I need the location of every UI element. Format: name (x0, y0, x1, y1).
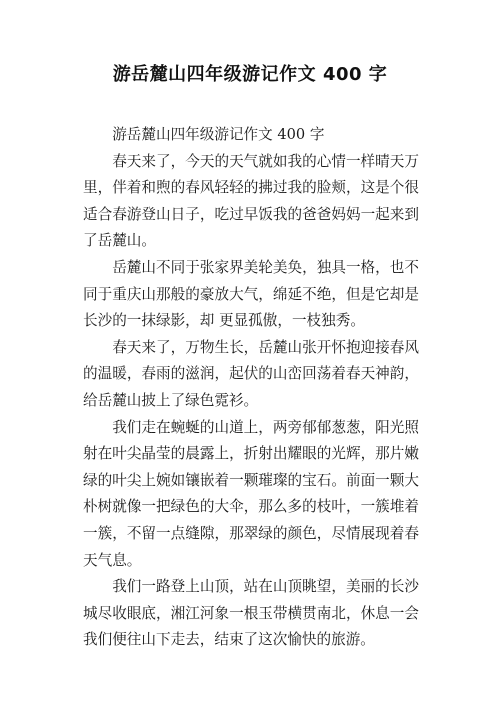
paragraph: 岳麓山不同于张家界美轮美奂，独具一格，也不同于重庆山那般的豪放大气，绵延不绝，但是它却是长沙的一抹绿影，却 更显孤傲，一枝独秀。 (83, 258, 419, 330)
document-body (83, 122, 419, 654)
paragraph: 我们走在蜿蜒的山道上，两旁郁郁葱葱，阳光照射在叶尖晶莹的晨露上，折射出耀眼的光辉，那片嫩绿的叶尖上婉如镶嵌着一颗璀璨的宝石。前面一颗大朴树就像一把绿色的大伞，那么多的枝叶，一簇堆着一簇，不留一点缝隙，那翠绿的颜色，尽情展现着春天气息。 (83, 418, 419, 569)
paragraph: 春天来了，今天的天气就如我的心情一样晴天万里，伴着和煦的春风轻轻的拂过我的脸颊，这是个很适合春游登山日子，吃过早饭我的爸爸妈妈一起来到了岳麓山。 (83, 152, 419, 250)
paragraph: 春天来了，万物生长，岳麓山张开怀抱迎接春风的温暖，春雨的滋润，起伏的山峦回荡着春天神韵，给岳麓山披上了绿色霓衫。 (83, 338, 419, 409)
paragraph-heading: 游岳麓山四年级游记作文 400 字 (112, 126, 325, 143)
document-title: 游岳麓山四年级游记作文 400 字 (112, 64, 388, 85)
paragraph: 我们一路登上山顶，站在山顶眺望，美丽的长沙城尽收眼底，湘江河象一根玉带横贯南北，休息一会我们便往山下走去，结束了这次愉快的旅游。 (83, 578, 419, 649)
